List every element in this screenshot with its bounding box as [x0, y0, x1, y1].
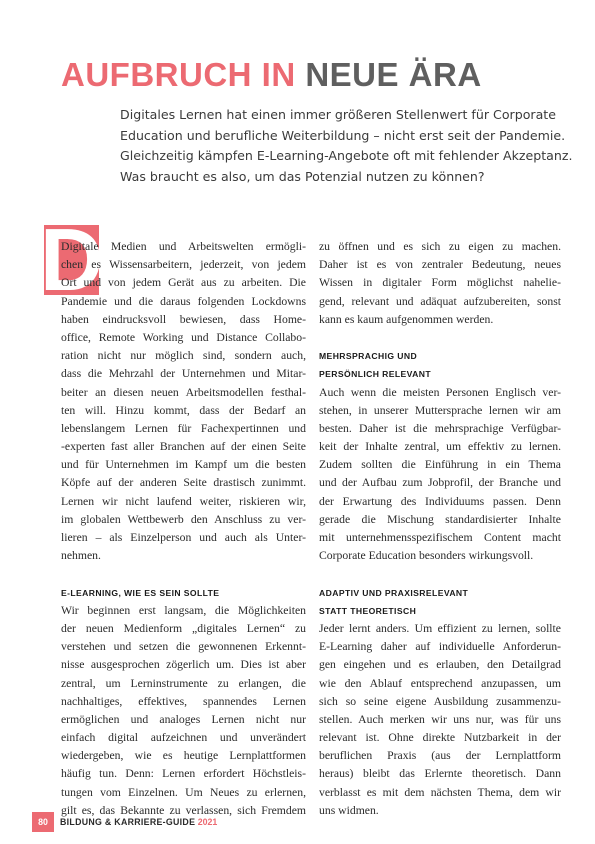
- text-line: gen eingehen und es erlauben, den Detailgrad: [319, 658, 561, 672]
- text-line: im globalen Wettbewerb den Anschluss zu ver-: [61, 512, 306, 526]
- text-line: stehen, in unserer Muttersprache lernen wir am: [319, 403, 561, 417]
- text-line: wiedergeben, wie es heutige Lernplattformen: [61, 749, 306, 763]
- left-paragraph-1: [61, 238, 306, 565]
- text-line: ration nicht nur möglich sind, sondern auch,: [61, 349, 306, 363]
- text-line: Auch wenn die meisten Personen Englisch ver-: [319, 385, 561, 399]
- text-line: und für Unternehmen im Kampf um die besten: [61, 458, 306, 472]
- text-line: lieren – als Einzelperson und auch als Unter-: [61, 531, 306, 544]
- text-line: chen es Wissensarbeitern, jederzeit, von jedem: [61, 258, 306, 272]
- drop-cap: D: [40, 210, 104, 309]
- text-line: kann es kaum aufgenommen werden.: [319, 312, 494, 326]
- text-line: verstehen und setzen die gewonnenen Erkennt-: [61, 640, 306, 654]
- title-rest: NEUE ÄRA: [305, 56, 482, 93]
- section-heading: STATT THEORETISCH: [319, 605, 417, 616]
- text-line: office, Remote Working und Distance Collabo-: [61, 330, 306, 344]
- text-line: verblasst es mit dem nächsten Thema, dem wir: [319, 785, 561, 799]
- text-line: einfach digital aufzeichnen und unverändert: [61, 731, 306, 745]
- text-line: zu öffnen und es sich zu eigen zu machen.: [319, 240, 561, 253]
- text-line: -experten fast aller Branchen auf der einen Seite: [61, 440, 306, 454]
- text-line: der Erwartung des Individuums passen. Denn: [319, 494, 561, 508]
- text-line: nehmen.: [61, 549, 101, 563]
- text-line: uns widmen.: [319, 803, 379, 817]
- intro-line: Education und berufliche Weiterbildung – nicht erst seit der Pandemie.: [120, 127, 566, 143]
- section-heading: MEHRSPRACHIG UND: [319, 351, 418, 362]
- text-line: und der Aufbau zum Jobprofil, der Branche und: [319, 476, 561, 490]
- text-line: beiter an diesen neuen Arbeitsmodellen festhal-: [61, 385, 306, 399]
- text-line: nachhaltiges, effektives, spannendes Lernen: [61, 694, 306, 708]
- text-line: dass die Mehrzahl der Unternehmen und Mitar-: [61, 367, 306, 381]
- article-title: [61, 49, 482, 101]
- spacer: [319, 565, 561, 583]
- right-paragraph-1: [319, 238, 561, 329]
- text-line: tungen vom Einzelnen. Um Neues zu erlernen,: [61, 785, 306, 799]
- text-line: ermöglichen und analoges Lernen nicht nur: [61, 712, 306, 726]
- text-line: sich so seine eigene Ausbildung zusammenzu-: [319, 694, 561, 708]
- intro-paragraph: [120, 105, 573, 187]
- text-line: Wissen in digitaler Form möglichst nahelie-: [319, 276, 561, 290]
- text-line: E-Learning daher auf individuelle Anforderun-: [319, 640, 561, 654]
- text-line: haben eindrucksvoll bewiesen, dass Home-: [61, 312, 306, 326]
- text-line: Lernen wir nicht laufend weiter, riskieren wir,: [61, 494, 306, 508]
- left-paragraph-2: [61, 602, 306, 820]
- text-line: Daher ist es von zentraler Bedeutung, neues: [319, 258, 561, 272]
- magazine-name: BILDUNG & KARRIERE-GUIDE: [60, 817, 196, 827]
- text-line: Wir beginnen erst langsam, die Möglichkeiten: [61, 603, 306, 617]
- text-line: relevant ist. Ohne direkte Nutzbarkeit in der: [319, 731, 561, 745]
- right-paragraph-3: [319, 620, 561, 820]
- text-line: nisse ausgesprochen zögerlich um. Dies ist aber: [61, 658, 306, 672]
- text-line: Digitale Medien und Arbeitswelten ermögli-: [61, 240, 306, 253]
- text-line: gilt es, das Bekannte zu verlassen, sich Fremdem: [61, 803, 306, 817]
- text-line: häufig tun. Denn: Lernen erfordert Höchstleis-: [61, 767, 306, 781]
- spacer: [319, 329, 561, 347]
- text-line: heraus) bleibt das Erlernte theoretisch. Dann: [319, 767, 561, 781]
- text-line: der neuen Medienform „digitales Lernen“ zu: [61, 621, 306, 635]
- text-line: gend, relevant und adäquat aufzubereiten, sonst: [319, 294, 561, 308]
- right-paragraph-2: [319, 384, 561, 566]
- text-line: Köpfe auf der anderen Seite drastisch zunimmt.: [61, 476, 306, 490]
- text-line: Corporate Education besonders wirkungsvoll.: [319, 549, 534, 563]
- text-line: stellen. Auch merken wir uns nur, was für uns: [319, 712, 561, 726]
- left-column: [61, 238, 306, 820]
- intro-line: Digitales Lernen hat einen immer größeren Stellenwert für Corporate: [120, 107, 556, 122]
- text-line: keit der Inhalte zentral, um effektiv zu lernen.: [319, 440, 561, 454]
- text-line: Pandemie und die daraus folgenden Lockdowns: [61, 294, 306, 308]
- text-line: ten will. Hinzu kommt, dass der Bedarf an: [61, 403, 306, 417]
- text-line: wie den Ablauf entsprechend anzupassen, um: [319, 676, 561, 690]
- right-column: [319, 238, 561, 820]
- text-line: beruflichen Praxis (aus der Lernplattform: [319, 749, 561, 763]
- magazine-year: 2021: [197, 817, 218, 827]
- intro-line: Gleichzeitig kämpfen E-Learning-Angebote oft mit fehlender Akzeptanz.: [120, 148, 573, 164]
- text-line: zentral, um Lerninstrumente zu erlangen, die: [61, 676, 306, 690]
- text-line: gerade die Mischung standardisierter Inhalte: [319, 512, 561, 526]
- text-line: mit unternehmensspezifischem Content macht: [319, 531, 561, 544]
- text-line: besten. Daher ist die mehrsprachige Verfügbar-: [319, 421, 561, 435]
- section-heading: PERSÖNLICH RELEVANT: [319, 369, 432, 380]
- text-line: Ort und von jedem Gerät aus zu arbeiten. Die: [61, 276, 306, 290]
- page-footer: [32, 812, 217, 832]
- page-number: 80: [32, 812, 54, 832]
- text-line: Zudem sollten die Einführung in ein Thema: [319, 458, 561, 472]
- section-heading: ADAPTIV UND PRAXISRELEVANT: [319, 587, 469, 598]
- title-accent: AUFBRUCH IN: [61, 56, 296, 93]
- text-line: Jeder lernt anders. Um effizient zu lernen, sollte: [319, 621, 561, 635]
- text-line: lebenslangem Lernen für Fachexpertinnen und: [61, 421, 306, 435]
- intro-line: Was braucht es also, um das Potenzial nutzen zu können?: [120, 168, 485, 184]
- spacer: [61, 565, 306, 583]
- section-heading: E-LEARNING, WIE ES SEIN SOLLTE: [61, 587, 220, 598]
